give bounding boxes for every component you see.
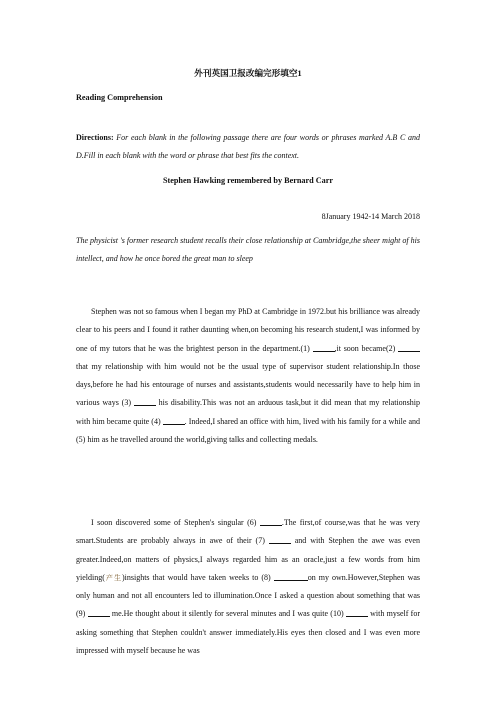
blank-number-10: (10) bbox=[330, 609, 344, 619]
p2-text-1: I soon discovered some of Stephen's singular bbox=[91, 518, 244, 527]
blank-number-8: (8) bbox=[261, 572, 271, 582]
p1-text-4: his disability.This was not an arduous task,but it did mean that my relationship with him became quite bbox=[76, 398, 421, 426]
blank-number-6: (6) bbox=[247, 518, 257, 527]
blank-3[interactable] bbox=[134, 397, 156, 406]
paragraph-2 bbox=[76, 514, 420, 660]
blank-number-7: (7) bbox=[255, 536, 265, 546]
blank-10[interactable] bbox=[346, 608, 368, 617]
directions-body: For each blank in the following passage there are four words or phrases marked A.B C and D.Fill in each blank with the word or phrase that best fits the context. bbox=[76, 133, 420, 160]
blank-number-3: (3) bbox=[121, 398, 131, 408]
p1-text-1: Stephen was not so famous when I began my PhD at Cambridge in 1972.but his brilliance was already clear to his peers and I found it rather daunting when,on becoming his research student,I was informed by one of my tutors that he was the brightest person in the department. bbox=[76, 307, 420, 353]
p1-text-2: ,it soon became bbox=[334, 343, 386, 353]
paragraph-1 bbox=[76, 303, 420, 449]
blank-2[interactable] bbox=[398, 343, 420, 352]
blank-number-5: (5) bbox=[76, 435, 86, 445]
directions-label: Directions: bbox=[76, 133, 114, 142]
p2-text-7: with myself for asking something that Stephen couldn't answer immediately.His eyes then closed and I was even more impressed with myself because he was bbox=[76, 609, 421, 656]
p2-text-5: on my own.However,Stephen was only human and not all encounters led to illumination.Once I asked a question about something that was bbox=[76, 572, 421, 601]
blank-number-9: (9) bbox=[76, 609, 86, 619]
blank-number-4: (4) bbox=[151, 416, 161, 426]
p2-text-6: me.He thought about it silently for several minutes and I was quite bbox=[111, 609, 329, 619]
p1-text-3: that my relationship with him would not be the usual type of supervisor student relationship.In those days,before he had his entourage of nurses and assistants,students would necessarily have to help him in various ways bbox=[76, 361, 420, 408]
blank-number-1: (1) bbox=[300, 343, 310, 353]
p2-text-3: and with Stephen the awe was even greater.Indeed,on matters of physics,I always regarded him as an oracle,just a few words from him yielding( bbox=[76, 536, 420, 582]
directions-text bbox=[76, 129, 420, 165]
blank-8[interactable] bbox=[274, 572, 308, 581]
section-heading: Reading Comprehension bbox=[76, 93, 163, 102]
blank-6[interactable] bbox=[260, 517, 282, 526]
blank-number-2: (2) bbox=[385, 343, 396, 353]
document-title: 外刊英国卫报改编完形填空1 bbox=[194, 68, 302, 78]
blank-7[interactable] bbox=[269, 535, 291, 544]
p2-text-4: )insights that would have taken weeks to bbox=[121, 572, 259, 582]
article-dates: 8January 1942-14 March 2018 bbox=[321, 212, 420, 221]
chinese-gloss: 产生 bbox=[104, 573, 122, 582]
p2-text-2: .The first,of course,was that he was very smart.Students are probably always in awe of their bbox=[76, 518, 421, 546]
article-title: Stephen Hawking remembered by Bernard Carr bbox=[162, 176, 334, 185]
article-lead: The physicist 's former research student recalls their close relationship at Cambridge,the sheer might of his intellect, and how he once bored the great man to sleep bbox=[76, 236, 420, 263]
p1-text-6: him as he travelled around the world,giving talks and collecting medals. bbox=[87, 435, 318, 445]
blank-4[interactable] bbox=[163, 416, 185, 425]
blank-1[interactable] bbox=[313, 343, 335, 352]
blank-9[interactable] bbox=[88, 608, 110, 617]
p1-text-5: . Indeed,I shared an office with him, lived with his family for a while and bbox=[184, 416, 420, 426]
